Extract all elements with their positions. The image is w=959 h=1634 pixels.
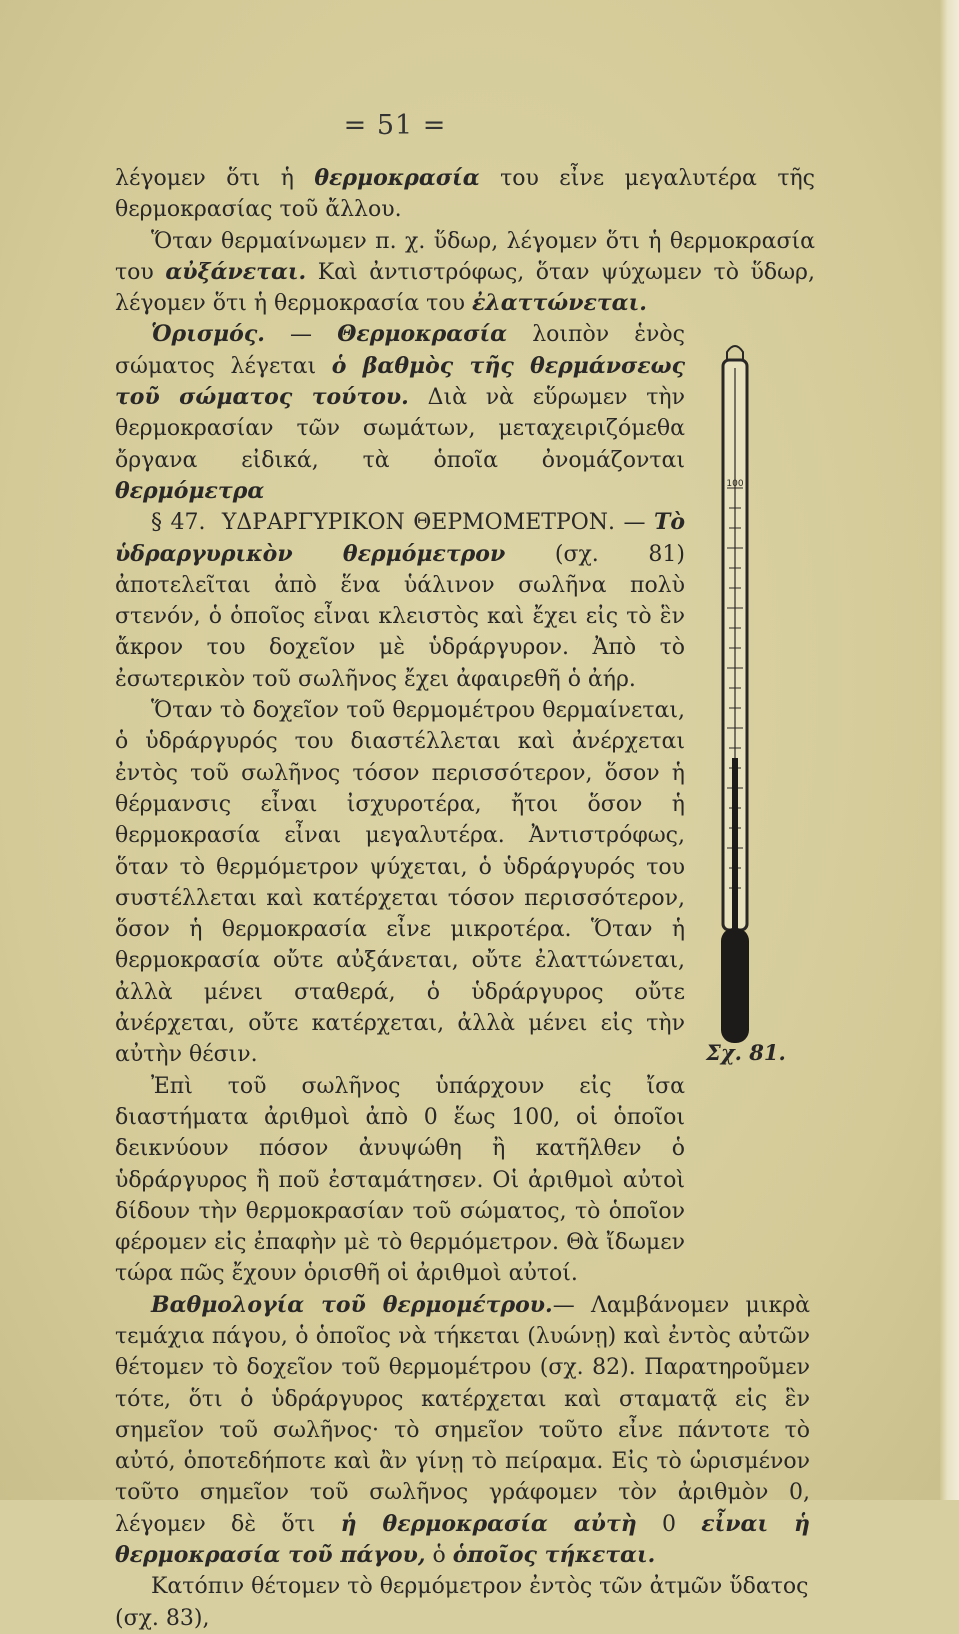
emphasis-mercury-thermometer: Τὸ ὑδραργυρικὸν θερμόμετρον xyxy=(115,509,685,567)
paragraph-definition xyxy=(115,319,685,507)
definition-label: Ὁρισμός. xyxy=(151,321,265,348)
text-run: 0 xyxy=(636,1511,702,1537)
emphasis-temperature: ἡ θερμοκρασία αὐτὴ xyxy=(340,1510,637,1537)
thermometer-scale-label: 100 xyxy=(726,479,744,489)
section-heading: ΥΔΡΑΡΓΥΡΙΚΟΝ ΘΕΡΜΟΜΕΤΡΟΝ. — xyxy=(213,510,654,536)
emphasis-thermometra: θερμόμετρα xyxy=(115,477,265,504)
page-edge xyxy=(940,0,959,1500)
text-run: ὁ xyxy=(425,1543,453,1569)
text-run: — xyxy=(264,322,338,348)
paragraph-scale: Ἐπὶ τοῦ σωλῆνος ὑπάρχουν εἰς ἴσα διαστήματα ἀριθμοὶ ἀπὸ 0 ἕως 100, οἱ ὁποῖοι δεικνύουν πόσον ἀνυψώθη ἢ κατῆλθεν ὁ ὑδράργυρος ἢ ποῦ ἐσταμάτησεν. Οἱ ἀριθμοὶ αὐτοὶ δίδουν τὴν θερμοκρασίαν τοῦ σώματος, τὸ ὁποῖον φέρομεν εἰς ἐπαφὴν μὲ τὸ θερμόμετρον. Θὰ ἴδωμεν τώρα πῶς ἔχουν ὁρισθῆ οἱ ἀριθμοὶ αὐτοί. xyxy=(115,1073,685,1287)
thermometer-illustration xyxy=(705,338,765,1058)
text-run: Διὰ νὰ εὕρωμεν τὴν θερμοκρασίαν τῶν σωμάτων, μεταχειριζόμεθα ὄργανα εἰδικά, τὰ ὁποῖα ὀνομάζονται xyxy=(115,385,685,473)
text-run: Ὅταν θερμαίνωμεν π. χ. ὕδωρ, λέγομεν ὅτι ἡ θερμοκρασία του xyxy=(115,228,815,285)
emphasis-elattonetai: ἐλαττώνεται. xyxy=(471,290,647,317)
paragraph-section-47 xyxy=(115,507,685,695)
page-number: = 51 = xyxy=(343,110,447,141)
paragraph-1 xyxy=(115,163,815,226)
text-run: Καὶ ἀντιστρόφως, ὅταν ψύχωμεν τὸ ὕδωρ, λέγομεν ὅτι ἡ θερμοκρασία του xyxy=(115,259,815,317)
emphasis-thermokrasia-2: Θερμοκρασία xyxy=(337,321,508,348)
emphasis-auxanetai: αὐξάνεται. xyxy=(165,258,307,285)
text-run: λοιπὸν ἑνὸς σώματος λέγεται xyxy=(115,322,685,379)
paragraph-2 xyxy=(115,226,815,320)
text-run: λέγομεν ὅτι ἡ xyxy=(115,166,315,191)
paragraph-steam: Κατόπιν θέτομεν τὸ θερμόμετρον ἐντὸς τῶν ἀτμῶν ὕδατος (σχ. 83), xyxy=(115,1574,809,1631)
emphasis-ice-temperature: εἶναι ἡ θερμοκρασία τοῦ πάγου, xyxy=(115,1510,810,1569)
paragraph-calibration xyxy=(115,1290,810,1572)
paragraph-expansion: Ὅταν τὸ δοχεῖον τοῦ θερμομέτρου θερμαίνεται, ὁ ὑδράργυρός του διαστέλλεται καὶ ἀνέρχεται ἐντὸς τοῦ σωλῆνος τόσον περισσότερον, ὅσον ἡ θέρμανσις εἶναι ἰσχυροτέρα, ἤτοι ὅσον ἡ θερμοκρασία εἶναι μεγαλυτέρα. Ἀντιστρόφως, ὅταν τὸ θερμόμετρον ψύχεται, ὁ ὑδράργυρός του συστέλλεται καὶ κατέρχεται τόσον περισσότερον, ὅσον ἡ θερμοκρασία εἶνε μικροτέρα. Ὅταν ἡ θερμοκρασία οὔτε αὐξάνεται, οὔτε ἐλαττώνεται, ἀλλὰ μένει σταθερά, ὁ ὑδράργυρος οὔτε ἀνέρχεται, οὔτε κατέρχεται, ἀλλὰ μένει εἰς τὴν αὐτὴν θέσιν. xyxy=(115,698,685,1068)
figure-caption: Σχ. 81. xyxy=(706,1040,786,1065)
section-number: § 47. xyxy=(151,510,206,536)
calibration-heading: Βαθμολογία τοῦ θερμομέτρου. xyxy=(151,1291,553,1318)
definition-text: ὁ βαθμὸς τῆς θερμάνσεως τοῦ σώματος τούτου. xyxy=(115,352,685,411)
thermometer-bulb xyxy=(721,928,749,1043)
text-run: (σχ. 81) ἀποτελεῖται ἀπὸ ἕνα ὑάλινον σωλῆνα πολὺ στενόν, ὁ ὁποῖος εἶναι κλειστὸς καὶ ἔχει εἰς τὸ ἓν ἄκρον του δοχεῖον μὲ ὑδράργυρον. Ἀπὸ τὸ ἐσωτερικὸν τοῦ σωλῆνος ἔχει ἀφαιρεθῆ ὁ ἀήρ. xyxy=(115,541,685,692)
emphasis-melts: ὁποῖος τήκεται. xyxy=(452,1542,656,1569)
thermometer-top-ring xyxy=(727,346,743,360)
text-run: — Λαμβάνομεν μικρὰ τεμάχια πάγου, ὁ ὁποῖος νὰ τήκεται (λυώνῃ) καὶ ἐντὸς αὐτῶν θέτομεν τὸ δοχεῖον τοῦ θερμομέτρου (σχ. 82). Παρατηροῦμεν τότε, ὅτι ὁ ὑδράργυρος κατέρχεται καὶ σταματᾷ εἰς ἓν σημεῖον τοῦ σωλῆνος· τὸ σημεῖον τοῦτο εἶνε πάντοτε τὸ αὐτό, ὁποτεδήποτε καὶ ἂν γίνῃ τὸ πείραμα. Εἰς τὸ ὡρισμένον τοῦτο σημεῖον τοῦ σωλῆνος γράφομεν τὸν ἀριθμὸν 0, λέγομεν δὲ ὅτι xyxy=(115,1292,810,1537)
mercury-column xyxy=(732,758,738,938)
emphasis-thermokrasia: θερμοκρασία xyxy=(314,165,480,191)
text-run: του εἶνε μεγαλυτέρα τῆς θερμοκρασίας τοῦ ἄλλου. xyxy=(115,166,815,223)
